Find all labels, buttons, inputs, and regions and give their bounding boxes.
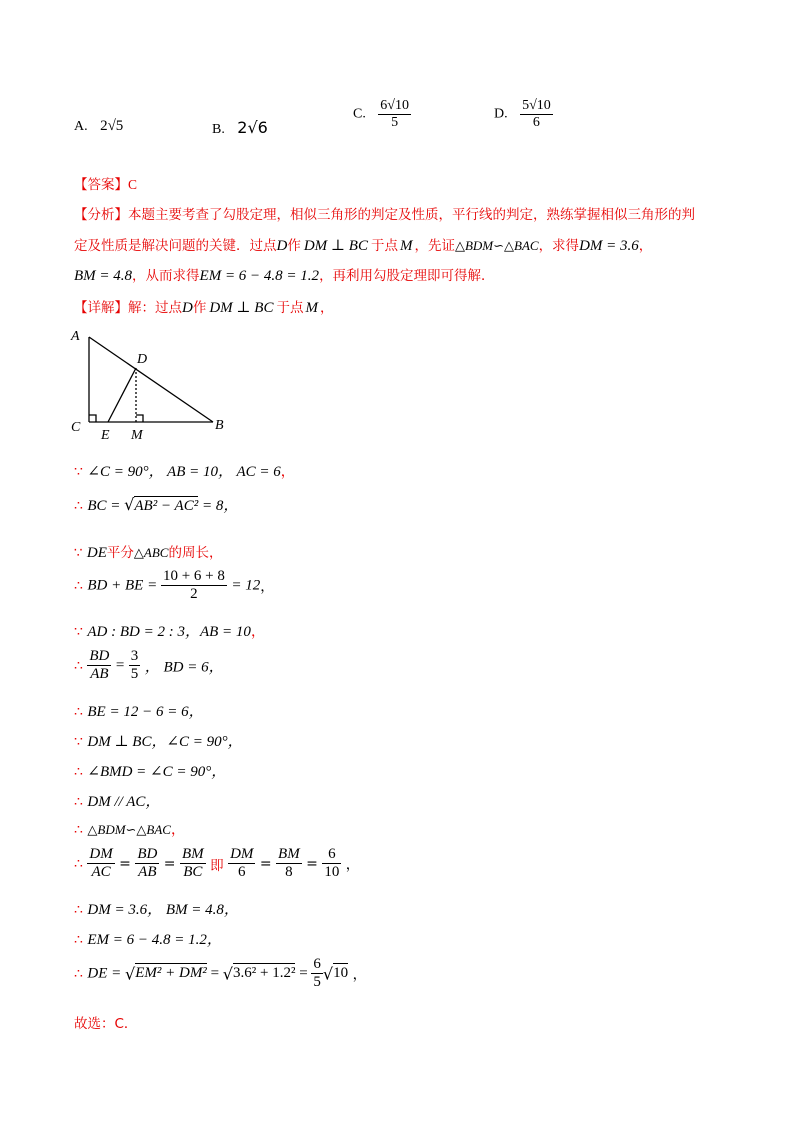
step-1 bbox=[74, 460, 295, 481]
step-15-eq-2: = bbox=[295, 965, 312, 982]
therefore-symbol: ∴ bbox=[74, 704, 83, 720]
step-4-rhs: = 12 bbox=[231, 577, 261, 594]
label-b: B bbox=[215, 418, 224, 433]
analysis-line-1 bbox=[74, 203, 695, 223]
because-symbol: ∵ bbox=[74, 464, 83, 480]
step-12-n6: 6 bbox=[322, 846, 341, 864]
step-11-end: ， bbox=[170, 822, 185, 838]
option-c-label: C. bbox=[353, 106, 366, 122]
step-8 bbox=[74, 730, 243, 751]
step-11 bbox=[74, 819, 185, 839]
step-14 bbox=[74, 928, 222, 949]
step-7 bbox=[74, 700, 204, 721]
analysis-text-2c: 作 bbox=[287, 238, 301, 254]
step-15-radicand-3: 10 bbox=[333, 965, 349, 982]
because-symbol: ∵ bbox=[74, 624, 83, 640]
therefore-symbol: ∴ bbox=[74, 577, 83, 594]
detail-point-d: D bbox=[182, 300, 193, 316]
right-angle-c bbox=[89, 415, 96, 422]
step-13-bm: ， BM = 4.8， bbox=[147, 902, 239, 918]
label-a: A bbox=[71, 329, 80, 344]
label-d: D bbox=[137, 352, 148, 367]
step-12-n3: BM bbox=[180, 846, 206, 864]
step-14-math: EM = 6 − 4.8 = 1.2， bbox=[87, 932, 222, 948]
option-d-denominator: 6 bbox=[532, 115, 540, 131]
option-d bbox=[494, 98, 553, 131]
step-15-radicand-2: 3.6² + 1.2² bbox=[232, 965, 296, 982]
option-b bbox=[212, 118, 268, 138]
step-9 bbox=[74, 760, 226, 781]
option-c-numerator: 6√10 bbox=[378, 98, 411, 115]
step-3-triangle: △ABC bbox=[133, 545, 169, 560]
option-d-label: D. bbox=[494, 106, 508, 122]
analysis-point-m: M bbox=[399, 238, 413, 254]
analysis-perp: DM ⊥ BC bbox=[303, 238, 368, 254]
analysis-text-1: 本题主要考查了勾股定理，相似三角形的判定及性质，平行线的判定，熟练掌握相似三角形的判 bbox=[128, 207, 695, 223]
analysis-line-2 bbox=[74, 234, 652, 255]
step-6-rhs: ， BD = 6， bbox=[144, 659, 224, 676]
step-13 bbox=[74, 898, 239, 919]
therefore-symbol: ∴ bbox=[74, 794, 83, 810]
option-b-value: 2√6 bbox=[237, 118, 268, 137]
step-7-math: BE = 12 − 6 = 6， bbox=[87, 704, 204, 720]
step-6-numerator-1: BD bbox=[87, 648, 111, 666]
triangle-figure bbox=[68, 325, 238, 445]
conclusion: 故选：C． bbox=[74, 1016, 138, 1032]
option-c-denominator: 5 bbox=[391, 115, 399, 131]
step-10 bbox=[74, 790, 160, 811]
step-4-denominator: 2 bbox=[190, 586, 198, 603]
segment-ed bbox=[108, 368, 136, 422]
detail-label: 【详解】 bbox=[74, 300, 128, 316]
step-8-math: DM ⊥ BC，∠C = 90°， bbox=[87, 734, 243, 750]
option-a-value: 2√5 bbox=[100, 118, 124, 134]
step-2-rhs: = 8， bbox=[198, 498, 239, 514]
therefore-symbol: ∴ bbox=[74, 902, 83, 918]
right-angle-m bbox=[136, 415, 143, 422]
answer-line bbox=[74, 173, 137, 193]
step-12-end: ， bbox=[345, 856, 360, 873]
step-4 bbox=[74, 568, 274, 604]
label-c: C bbox=[71, 420, 81, 435]
step-1-math: ∠C = 90°， AB = 10， AC = 6 bbox=[87, 464, 281, 480]
step-15-lhs: DE = bbox=[87, 965, 125, 982]
step-4-numerator: 10 + 6 + 8 bbox=[161, 568, 227, 586]
analysis-point-d: D bbox=[276, 238, 288, 254]
step-2-radicand: AB² − AC² bbox=[134, 498, 199, 514]
therefore-symbol: ∴ bbox=[74, 932, 83, 948]
step-6: ∴ $\frac{BD}{AB}$ = $\frac{3}{5}$ ， BD = 6， bbox=[74, 648, 224, 683]
step-12-ji: 即 bbox=[210, 857, 224, 874]
step-6-numerator-2: 3 bbox=[129, 648, 141, 666]
because-symbol: ∵ bbox=[74, 734, 83, 750]
step-6-denominator-2: 5 bbox=[130, 666, 139, 683]
detail-line bbox=[74, 296, 333, 317]
step-3-text-end: 的周长， bbox=[168, 545, 223, 561]
step-1-end: ， bbox=[280, 464, 295, 480]
detail-text-g: ， bbox=[319, 300, 334, 316]
option-b-label: B. bbox=[212, 122, 225, 137]
answer-label: 【答案】 bbox=[74, 177, 128, 193]
step-5-end: ， bbox=[250, 624, 265, 640]
side-ab bbox=[89, 337, 213, 422]
detail-text-c: 作 bbox=[192, 300, 207, 316]
analysis-text-2i: ，求得 bbox=[538, 238, 580, 254]
step-3 bbox=[74, 541, 222, 562]
step-11-math: △BDM∽△BAC bbox=[87, 822, 171, 837]
option-d-numerator: 5√10 bbox=[520, 98, 553, 115]
step-12-d2: AB bbox=[138, 864, 157, 881]
analysis-text-2a: 定及性质是解决问题的关键．过点 bbox=[74, 238, 277, 254]
step-12-d6: 10 bbox=[324, 864, 340, 881]
step-15-denominator: 5 bbox=[313, 974, 321, 991]
step-3-de: DE bbox=[86, 545, 107, 561]
step-10-math: DM // AC， bbox=[87, 794, 161, 810]
step-5 bbox=[74, 620, 265, 641]
step-12-d5: 8 bbox=[285, 864, 293, 881]
step-9-math: ∠BMD = ∠C = 90°， bbox=[87, 764, 227, 780]
step-15-end: ， bbox=[352, 966, 367, 983]
because-symbol: ∵ bbox=[74, 545, 83, 561]
detail-text-e: 于点 bbox=[276, 300, 304, 316]
step-15-numerator: 6 bbox=[311, 956, 323, 974]
analysis-text-2k: ， bbox=[638, 238, 653, 254]
detail-text-a: 解：过点 bbox=[128, 300, 182, 316]
step-12: ∴ $\frac{DM}{AC}$ = $\frac{BD}{AB}$ = $\frac{BM}{BC}$ 即 $\frac{DM}{6}$ = $\frac{BM}{8}$ = $\frac{6}{10}$ ， bbox=[74, 846, 360, 881]
analysis-similar: △BDM∽△BAC bbox=[454, 238, 539, 253]
therefore-symbol: ∴ bbox=[74, 498, 83, 514]
answer-value: C bbox=[128, 177, 138, 192]
analysis-text-3b: ，从而求得 bbox=[132, 268, 200, 284]
analysis-text-3d: ，再利用勾股定理即可得解． bbox=[319, 268, 495, 284]
therefore-symbol: ∴ bbox=[74, 822, 83, 838]
step-2-lhs: BC = bbox=[87, 498, 125, 514]
step-12-d1: AC bbox=[91, 864, 111, 881]
detail-point-m: M bbox=[305, 300, 318, 316]
step-12-d3: BC bbox=[183, 864, 203, 881]
step-15-eq-1: = bbox=[206, 965, 223, 982]
analysis-dm-value: DM = 3.6 bbox=[579, 238, 639, 254]
step-12-n4: DM bbox=[228, 846, 255, 864]
therefore-symbol: ∴ bbox=[74, 657, 83, 674]
step-2: ∴ BC = √AB² − AC² = 8， bbox=[74, 495, 239, 514]
analysis-label: 【分析】 bbox=[74, 207, 128, 223]
step-12-n2: BD bbox=[135, 846, 159, 864]
option-a bbox=[74, 118, 123, 135]
step-4-end: ， bbox=[260, 578, 275, 595]
step-13-dm: DM = 3.6 bbox=[87, 902, 148, 918]
therefore-symbol: ∴ bbox=[74, 965, 83, 982]
analysis-bm-value: BM = 4.8 bbox=[74, 268, 133, 284]
analysis-text-2e: 于点 bbox=[370, 238, 398, 254]
option-a-label: A. bbox=[74, 119, 88, 134]
therefore-symbol: ∴ bbox=[74, 855, 83, 872]
analysis-text-2g: ，先证 bbox=[414, 238, 455, 254]
step-6-denominator-1: AB bbox=[90, 666, 109, 683]
option-c bbox=[353, 98, 411, 131]
step-4-lhs: BD + BE = bbox=[87, 577, 161, 594]
step-5-math: AD : BD = 2 : 3，AB = 10 bbox=[87, 624, 251, 640]
step-12-n1: DM bbox=[87, 846, 114, 864]
step-15: ∴ DE = √EM² + DM² = √3.6² + 1.2² = $\frac{6}{5}$ √10 ， bbox=[74, 956, 367, 991]
analysis-em-value: EM = 6 − 4.8 = 1.2 bbox=[199, 268, 320, 284]
analysis-line-3 bbox=[74, 264, 495, 285]
step-12-n5: BM bbox=[276, 846, 302, 864]
detail-perp: DM ⊥ BC bbox=[209, 300, 274, 316]
step-3-text: 平分 bbox=[106, 545, 134, 561]
label-m: M bbox=[131, 428, 143, 443]
label-e: E bbox=[101, 428, 110, 443]
step-15-radicand-1: EM² + DM² bbox=[135, 965, 207, 982]
therefore-symbol: ∴ bbox=[74, 764, 83, 780]
step-12-d4: 6 bbox=[237, 864, 246, 881]
